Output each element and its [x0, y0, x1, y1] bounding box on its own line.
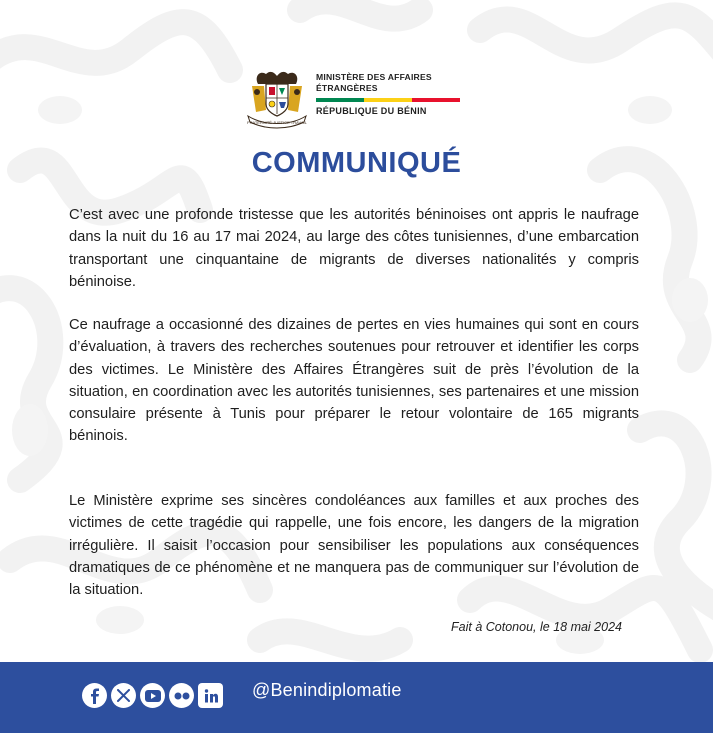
flag-stripe-yellow: [364, 98, 412, 102]
republic-name: RÉPUBLIQUE DU BÉNIN: [316, 106, 427, 116]
social-handle[interactable]: @Benindiplomatie: [252, 680, 402, 700]
communique-title: COMMUNIQUÉ: [251, 147, 462, 179]
emblem-motto: FRATERNITÉ JUSTICE TRAVAIL: [247, 120, 307, 125]
x-icon[interactable]: [111, 683, 136, 708]
flag-stripe-red: [412, 98, 460, 102]
flickr-icon[interactable]: [169, 683, 194, 708]
ministry-name: [316, 72, 476, 93]
flag-stripe-green: [316, 98, 364, 102]
signature-place-date: Fait à Cotonou, le 18 mai 2024: [451, 620, 622, 634]
ministry-header: [244, 66, 474, 130]
paragraph-1: C’est avec une profonde tristesse que les autorités béninoises ont appris le naufrage dans la nuit du 16 au 17 mai 2024, au large des côtes tunisiennes, d’une embarcation transportant une cinquantaine de migrants de diverses nationalités y compris béninoise.: [69, 207, 639, 290]
coat-of-arms-emblem: [244, 66, 310, 130]
social-icons: [82, 683, 223, 708]
ministry-name-line1: MINISTÈRE DES AFFAIRES: [316, 72, 432, 82]
linkedin-icon[interactable]: [198, 683, 223, 708]
facebook-icon[interactable]: [82, 683, 107, 708]
ministry-name-line2: ÉTRANGÈRES: [316, 82, 378, 93]
flag-color-bar: [316, 98, 460, 102]
paragraph-3: Le Ministère exprime ses sincères condoléances aux familles et aux proches des victimes de cette tragédie qui rappelle, une fois encore, les dangers de la migration irrégulière. Il saisit l’occasion pour sensibiliser les populations aux conséquences dramatiques de ce phénomène et ne manquera pas de communiquer sur l’évolution de la situation.: [69, 493, 639, 599]
paragraph-2: Ce naufrage a occasionné des dizaines de pertes en vies humaines qui sont en cours d’évaluation, à travers des recherches soutenues pour retrouver et identifier les corps des victimes. Le Ministère des Affaires Étrangères suit de près l’évolution de la situation, en coordination avec les autorités tunisiennes, ses partenaires et une mission consulaire présente à Tunis pour préparer le retour volontaire de 165 migrants béninois.: [69, 317, 639, 445]
youtube-icon[interactable]: [140, 683, 165, 708]
